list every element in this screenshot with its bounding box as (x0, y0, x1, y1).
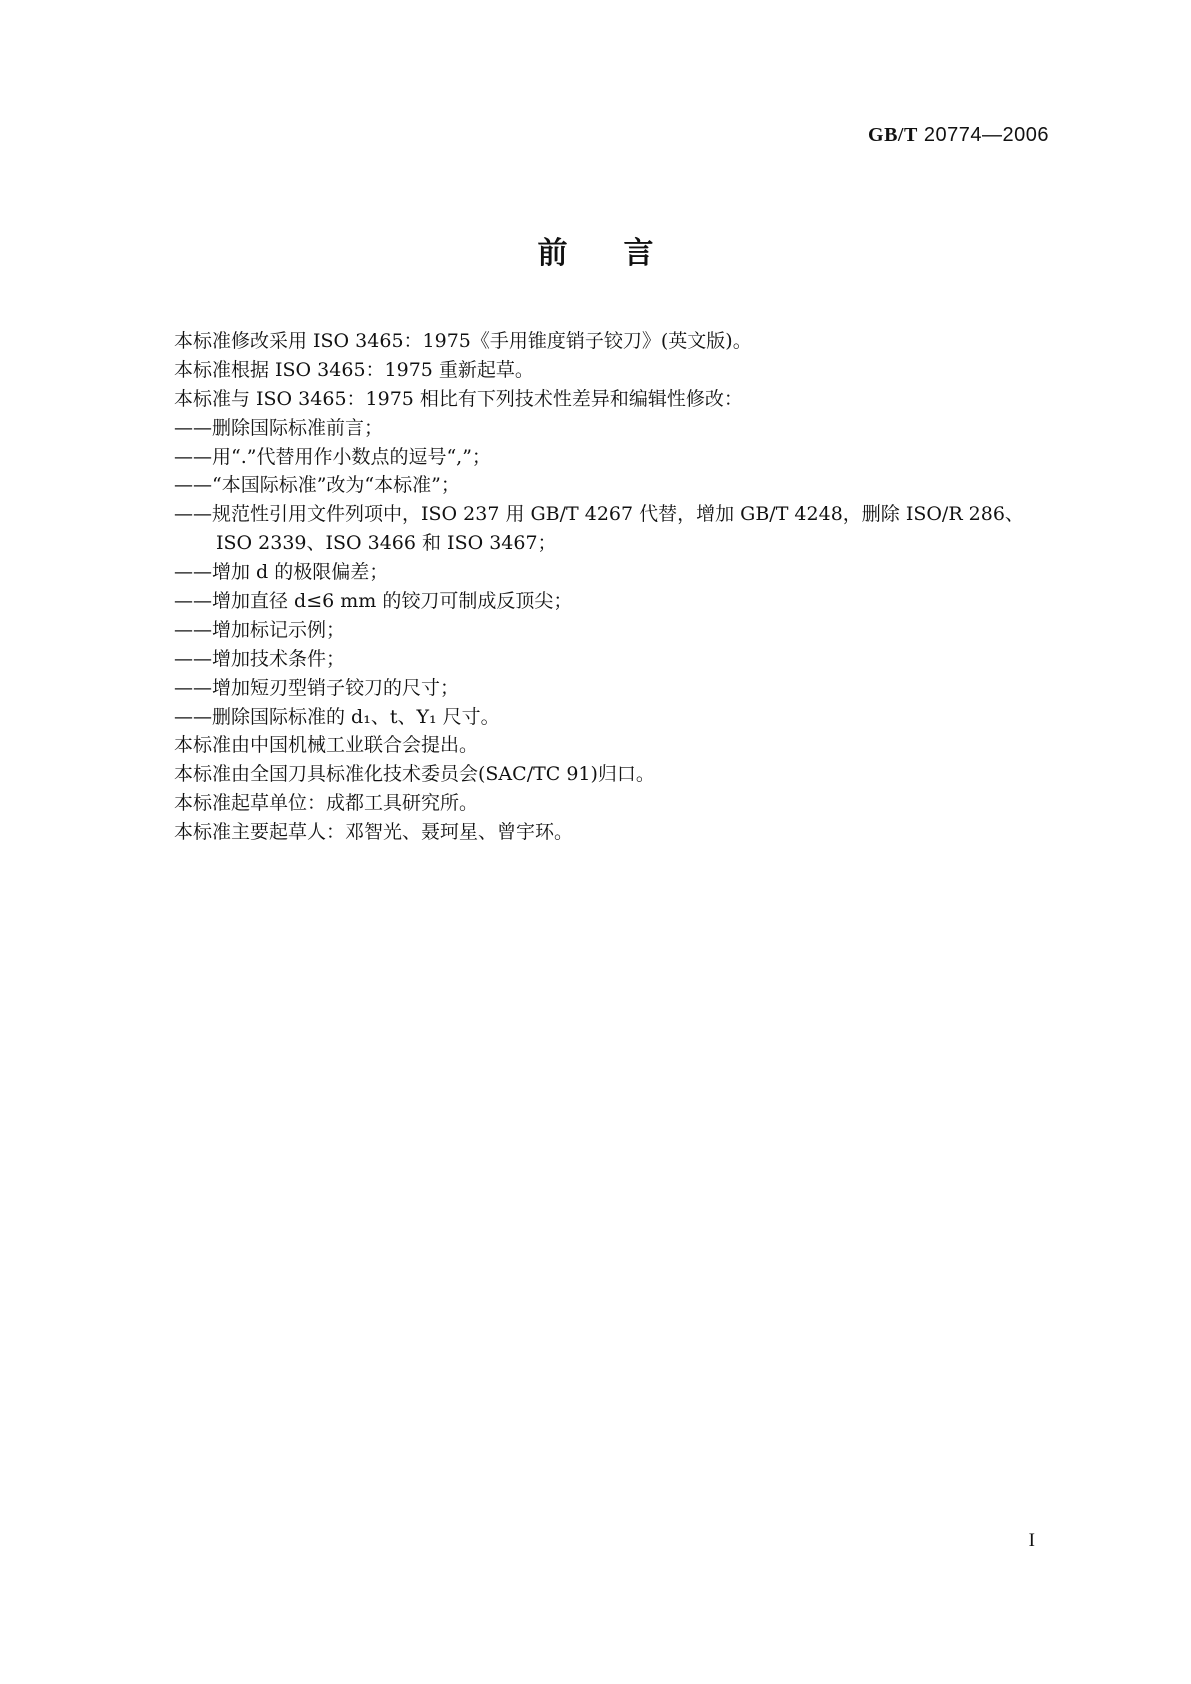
paragraph-line: 本标准由全国刀具标准化技术委员会(SAC/TC 91)归口。 (174, 763, 655, 786)
list-item-continuation: ISO 2339、ISO 3466 和 ISO 3467； (216, 532, 557, 555)
paragraph-line: 本标准修改采用 ISO 3465：1975《手用锥度销子铰刀》(英文版)。 (174, 330, 752, 352)
paragraph-line: 本标准与 ISO 3465：1975 相比有下列技术性差异和编辑性修改： (174, 387, 743, 410)
list-item: ——规范性引用文件列项中，ISO 237 用 GB/T 4267 代替，增加 GB/T 4248，删除 ISO/R 286、 (174, 503, 1024, 526)
list-item: ——删除国际标准前言； (174, 416, 384, 439)
page-number: I (1028, 1530, 1035, 1551)
foreword-body (174, 327, 1069, 847)
paragraph-line: 本标准根据 ISO 3465：1975 重新起草。 (174, 358, 534, 381)
list-item: ——增加直径 d≤6 mm 的铰刀可制成反顶尖； (174, 590, 573, 613)
paragraph-line: 本标准起草单位：成都工具研究所。 (174, 792, 479, 815)
paragraph-line: 本标准由中国机械工业联合会提出。 (174, 734, 479, 757)
standard-code: 20774—2006 (923, 124, 1049, 146)
standard-number-header (868, 124, 1049, 147)
list-item: ——删除国际标准的 d₁、t、Y₁ 尺寸。 (174, 705, 500, 728)
list-item: ——“本国际标准”改为“本标准”； (174, 474, 460, 497)
list-item: ——增加 d 的极限偏差； (174, 561, 389, 584)
list-item: ——增加技术条件； (174, 647, 346, 670)
page-title: 前言 (537, 236, 710, 271)
list-item: ——增加短刃型销子铰刀的尺寸； (174, 676, 460, 699)
standard-prefix: GB/T (868, 124, 918, 146)
list-item: ——增加标记示例； (174, 618, 346, 641)
list-item: ——用“.”代替用作小数点的逗号“,”； (174, 445, 491, 468)
paragraph-line: 本标准主要起草人：邓智光、聂珂星、曾宇环。 (174, 821, 574, 844)
